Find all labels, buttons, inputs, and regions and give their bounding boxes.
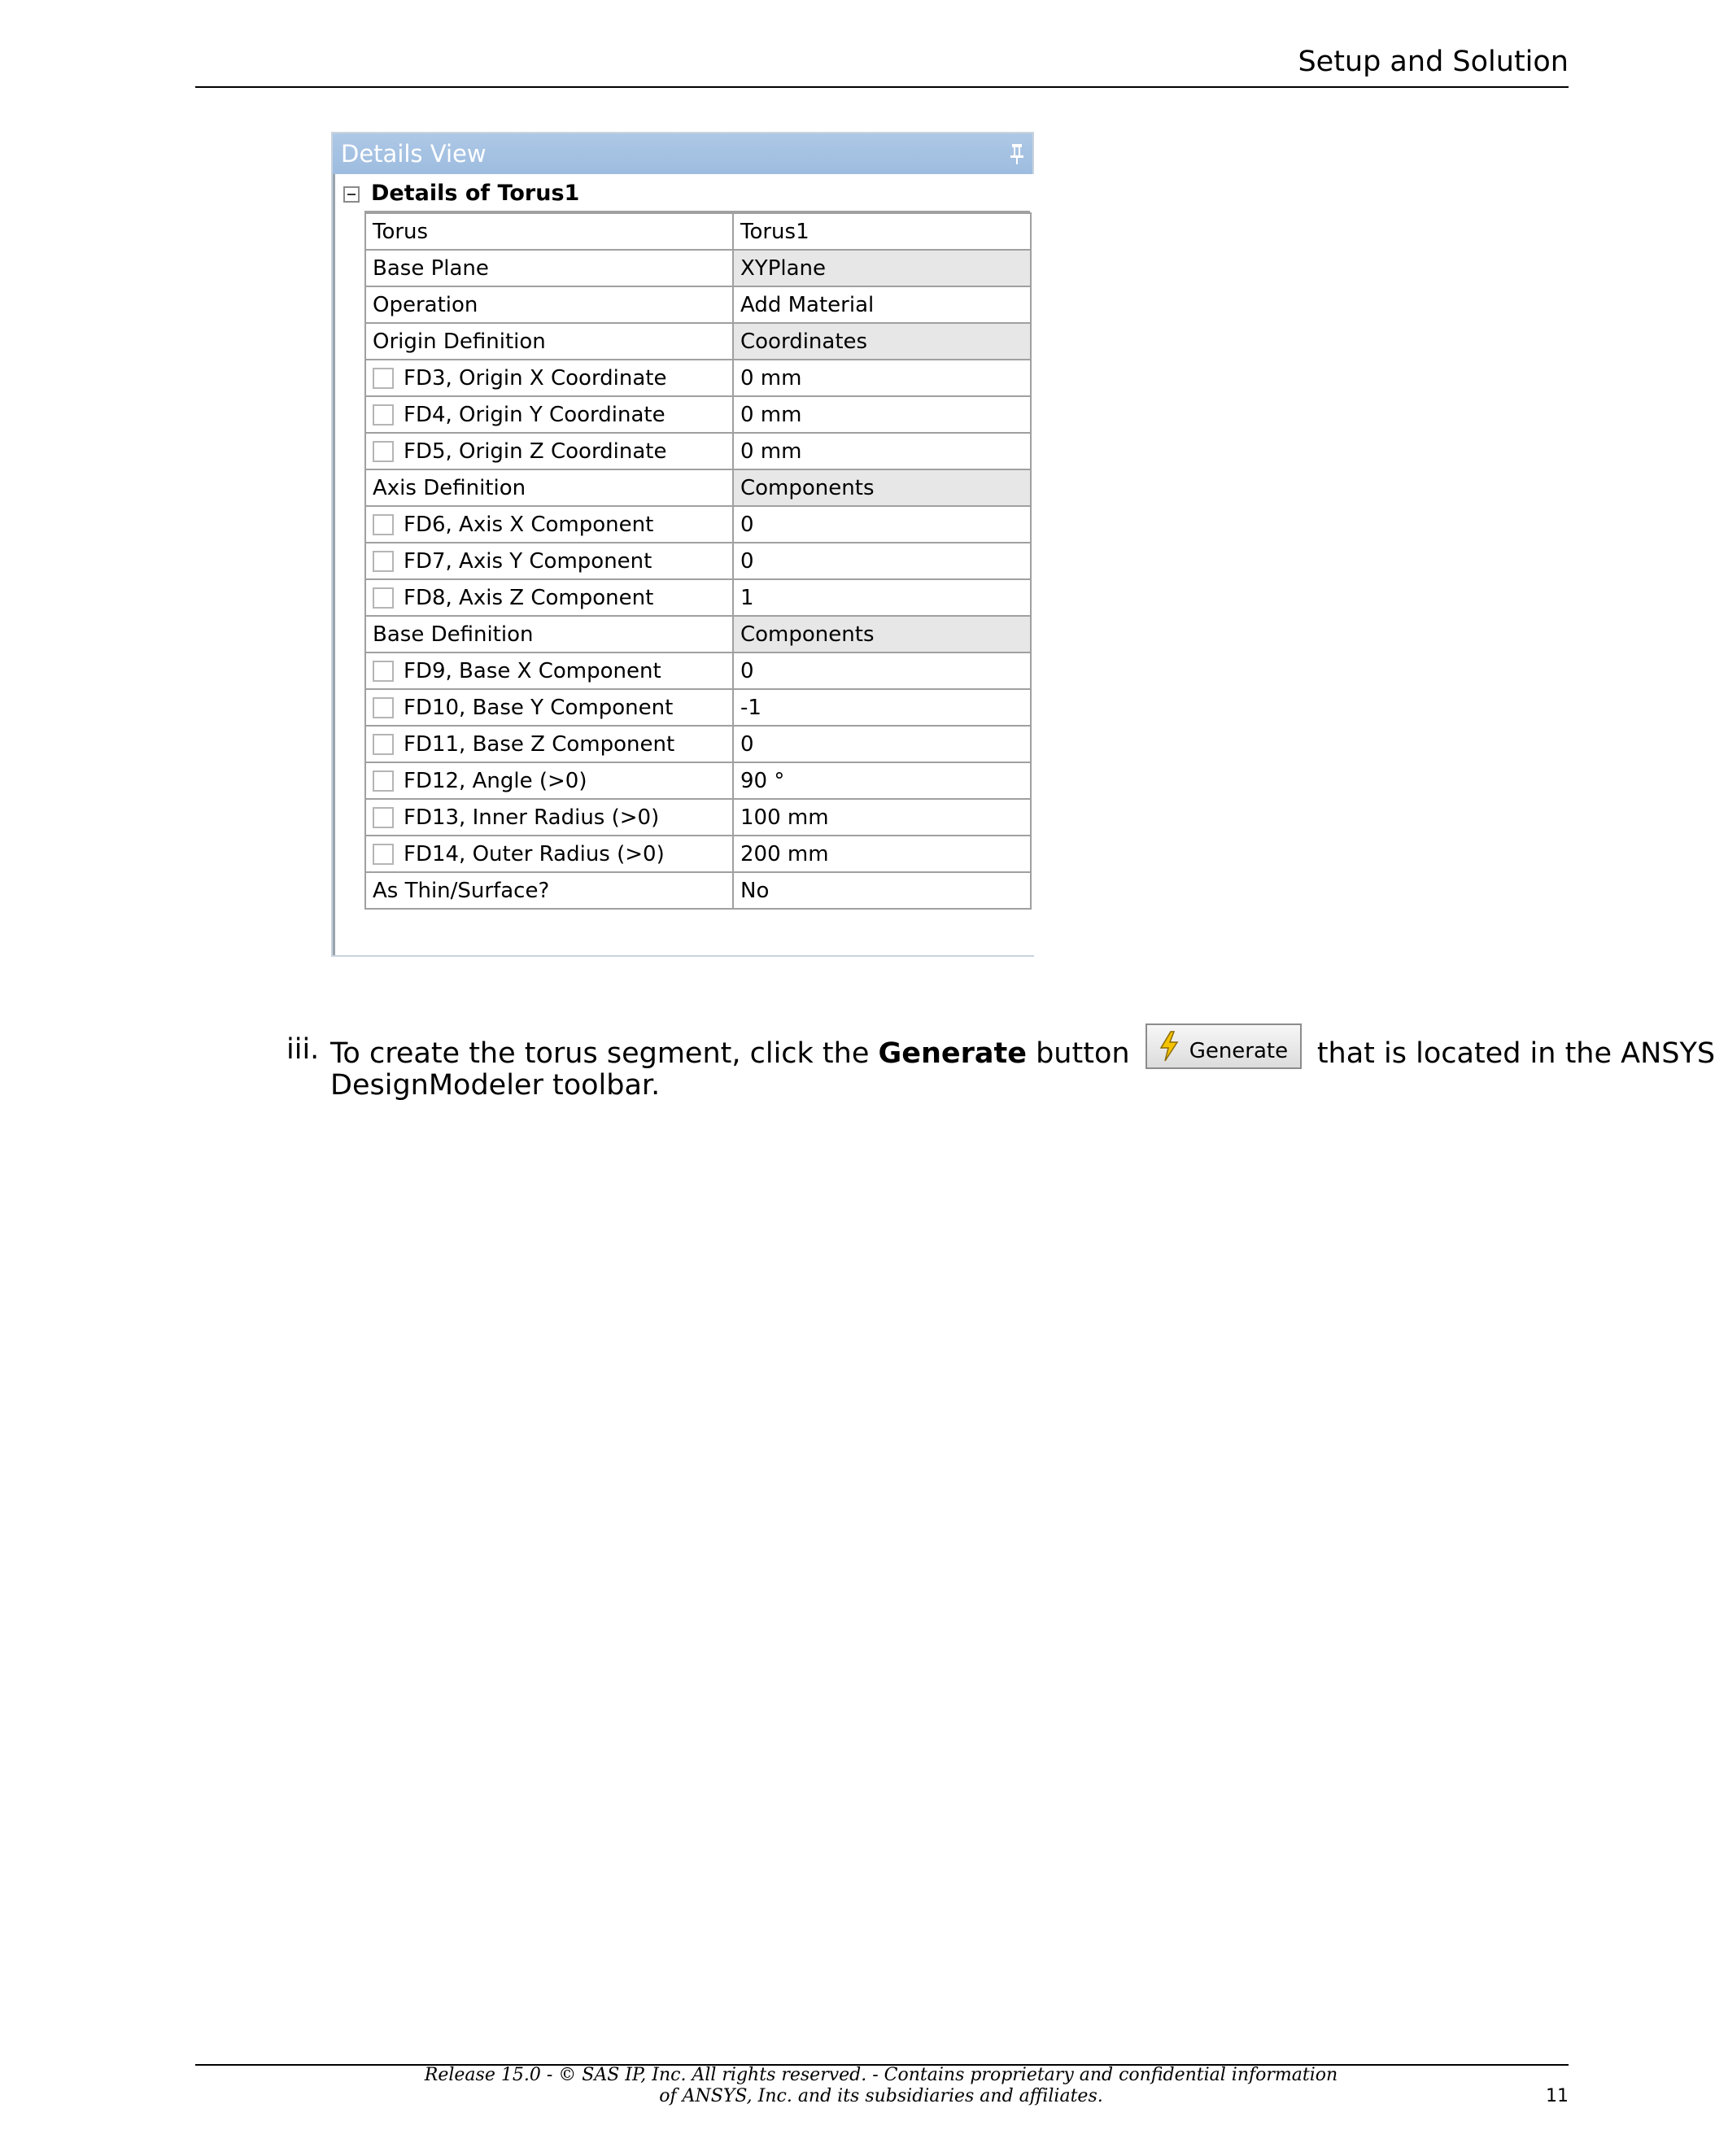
property-row[interactable] bbox=[365, 506, 1031, 543]
parameter-checkbox[interactable] bbox=[373, 770, 394, 792]
details-group-header bbox=[364, 177, 1030, 212]
property-name: Base Plane bbox=[373, 255, 489, 281]
property-name-cell bbox=[365, 762, 733, 799]
property-row[interactable] bbox=[365, 799, 1031, 836]
instruction-text-before: To create the torus segment, click the bbox=[330, 1037, 879, 1070]
property-row[interactable] bbox=[365, 762, 1031, 799]
properties-table bbox=[364, 212, 1032, 910]
property-value[interactable]: 0 bbox=[733, 726, 1031, 762]
property-name: FD13, Inner Radius (>0) bbox=[404, 805, 660, 830]
property-value[interactable]: 0 mm bbox=[733, 360, 1031, 396]
property-name-cell bbox=[365, 579, 733, 616]
property-row[interactable] bbox=[365, 360, 1031, 396]
property-name-cell bbox=[365, 872, 733, 909]
property-value[interactable]: 0 bbox=[733, 543, 1031, 579]
property-name: FD7, Axis Y Component bbox=[404, 548, 652, 574]
property-name: FD6, Axis X Component bbox=[404, 512, 654, 537]
page-header-title: Setup and Solution bbox=[1298, 46, 1569, 78]
header-divider bbox=[195, 86, 1569, 88]
property-name-cell bbox=[365, 506, 733, 543]
details-group-label: Details of Torus1 bbox=[371, 181, 580, 206]
parameter-checkbox[interactable] bbox=[373, 368, 394, 389]
property-name-cell bbox=[365, 652, 733, 689]
property-value[interactable]: Components bbox=[733, 469, 1031, 506]
parameter-checkbox[interactable] bbox=[373, 404, 394, 426]
property-row[interactable] bbox=[365, 726, 1031, 762]
property-value[interactable]: 100 mm bbox=[733, 799, 1031, 836]
property-name-cell bbox=[365, 616, 733, 652]
parameter-checkbox[interactable] bbox=[373, 844, 394, 865]
parameter-checkbox[interactable] bbox=[373, 587, 394, 609]
property-name-cell bbox=[365, 360, 733, 396]
property-name: FD9, Base X Component bbox=[404, 658, 661, 683]
property-value[interactable]: 0 mm bbox=[733, 396, 1031, 433]
property-name-cell bbox=[365, 323, 733, 360]
property-name: FD3, Origin X Coordinate bbox=[404, 365, 667, 391]
instruction-line-2: DesignModeler toolbar. bbox=[330, 1069, 661, 1102]
property-name: FD8, Axis Z Component bbox=[404, 585, 654, 610]
property-row[interactable] bbox=[365, 616, 1031, 652]
property-name-cell bbox=[365, 726, 733, 762]
instruction-bold-word: Generate bbox=[878, 1037, 1027, 1070]
details-view-title: Details View bbox=[341, 140, 487, 168]
property-name: FD10, Base Y Component bbox=[404, 695, 674, 720]
instruction-text-after-button: that is located in the ANSYS bbox=[1316, 1037, 1715, 1070]
step-number: iii. bbox=[286, 1033, 320, 1066]
property-name: FD5, Origin Z Coordinate bbox=[404, 439, 667, 464]
property-value[interactable]: Torus1 bbox=[733, 213, 1031, 250]
details-grid bbox=[333, 174, 1035, 955]
pin-icon[interactable] bbox=[1008, 142, 1026, 166]
property-value[interactable]: -1 bbox=[733, 689, 1031, 726]
property-name: FD4, Origin Y Coordinate bbox=[404, 402, 665, 427]
property-value[interactable]: Coordinates bbox=[733, 323, 1031, 360]
details-view-titlebar bbox=[333, 133, 1032, 174]
property-row[interactable] bbox=[365, 836, 1031, 872]
property-name-cell bbox=[365, 689, 733, 726]
property-value[interactable]: 200 mm bbox=[733, 836, 1031, 872]
collapse-icon[interactable] bbox=[343, 186, 360, 203]
property-value[interactable]: XYPlane bbox=[733, 250, 1031, 286]
lightning-bolt-icon bbox=[1159, 1032, 1180, 1061]
generate-button-label: Generate bbox=[1189, 1039, 1289, 1063]
property-row[interactable] bbox=[365, 250, 1031, 286]
parameter-checkbox[interactable] bbox=[373, 441, 394, 462]
parameter-checkbox[interactable] bbox=[373, 697, 394, 718]
property-value[interactable]: 0 bbox=[733, 506, 1031, 543]
property-row[interactable] bbox=[365, 579, 1031, 616]
property-value[interactable]: 0 mm bbox=[733, 433, 1031, 469]
parameter-checkbox[interactable] bbox=[373, 734, 394, 755]
property-name-cell bbox=[365, 799, 733, 836]
details-view-panel bbox=[331, 132, 1034, 957]
property-name-cell bbox=[365, 543, 733, 579]
property-name: Operation bbox=[373, 292, 478, 317]
property-row[interactable] bbox=[365, 652, 1031, 689]
property-value[interactable]: 0 bbox=[733, 652, 1031, 689]
property-row[interactable] bbox=[365, 396, 1031, 433]
property-name: Base Definition bbox=[373, 622, 534, 647]
property-row[interactable] bbox=[365, 543, 1031, 579]
property-row[interactable] bbox=[365, 286, 1031, 323]
instruction-text-after-bold: button bbox=[1026, 1037, 1130, 1070]
property-name-cell bbox=[365, 433, 733, 469]
page-number: 11 bbox=[1546, 2086, 1569, 2106]
property-name-cell bbox=[365, 250, 733, 286]
footer-copyright-line-1: Release 15.0 - © SAS IP, Inc. All rights reserved. - Contains proprietary and confidential information bbox=[424, 2065, 1338, 2085]
property-name: FD12, Angle (>0) bbox=[404, 768, 587, 793]
property-value[interactable]: No bbox=[733, 872, 1031, 909]
footer-copyright-line-2: of ANSYS, Inc. and its subsidiaries and affiliates. bbox=[659, 2086, 1103, 2106]
property-value[interactable]: Add Material bbox=[733, 286, 1031, 323]
property-name-cell bbox=[365, 469, 733, 506]
property-row[interactable] bbox=[365, 213, 1031, 250]
property-name: FD14, Outer Radius (>0) bbox=[404, 841, 665, 866]
property-name: FD11, Base Z Component bbox=[404, 731, 675, 757]
parameter-checkbox[interactable] bbox=[373, 514, 394, 535]
property-row[interactable] bbox=[365, 872, 1031, 909]
generate-button[interactable] bbox=[1146, 1023, 1302, 1069]
property-name-cell bbox=[365, 836, 733, 872]
property-name: Origin Definition bbox=[373, 329, 546, 354]
property-row[interactable] bbox=[365, 433, 1031, 469]
property-name: Axis Definition bbox=[373, 475, 526, 500]
property-name-cell bbox=[365, 213, 733, 250]
parameter-checkbox[interactable] bbox=[373, 807, 394, 828]
parameter-checkbox[interactable] bbox=[373, 661, 394, 682]
property-value[interactable]: 90 ° bbox=[733, 762, 1031, 799]
property-row[interactable] bbox=[365, 323, 1031, 360]
property-name-cell bbox=[365, 286, 733, 323]
property-row[interactable] bbox=[365, 689, 1031, 726]
property-name: As Thin/Surface? bbox=[373, 878, 550, 903]
property-row[interactable] bbox=[365, 469, 1031, 506]
property-value[interactable]: Components bbox=[733, 616, 1031, 652]
property-value[interactable]: 1 bbox=[733, 579, 1031, 616]
parameter-checkbox[interactable] bbox=[373, 551, 394, 572]
property-name-cell bbox=[365, 396, 733, 433]
property-name: Torus bbox=[373, 219, 429, 244]
